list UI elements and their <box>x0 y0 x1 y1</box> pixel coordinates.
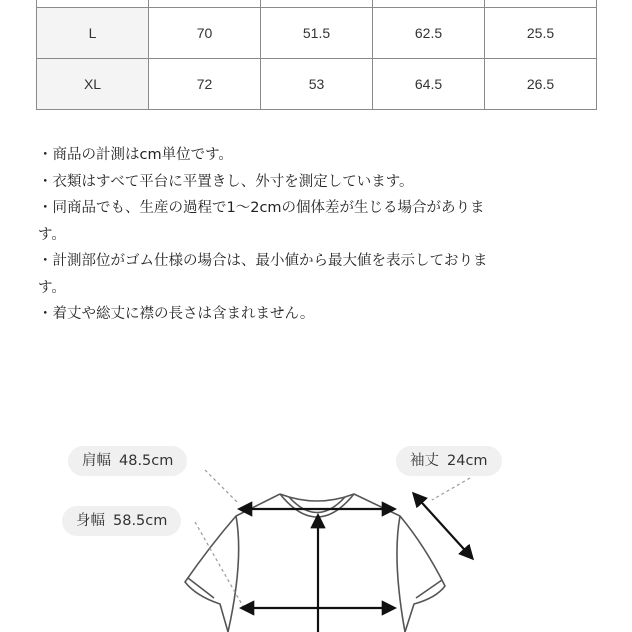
note-line: ・衣類はすべて平台に平置きし、外寸を測定しています。 <box>38 173 414 190</box>
table-cell: 70 <box>149 8 261 59</box>
table-cell: 64.5 <box>373 59 485 110</box>
table-cell: 53 <box>261 59 373 110</box>
shoulder-width-label <box>68 446 187 476</box>
note-line: す。 <box>38 226 66 243</box>
chest-value: 58.5cm <box>113 513 168 529</box>
sleeve-label-text: 袖丈 <box>410 453 439 469</box>
sleeve-arrow <box>414 494 472 558</box>
tshirt-outline <box>185 494 445 632</box>
table-cell: 62.5 <box>373 8 485 59</box>
shoulder-value: 48.5cm <box>119 453 174 469</box>
chest-width-label <box>62 506 181 536</box>
table-cell: 51.5 <box>261 8 373 59</box>
table-cell: 26.5 <box>485 59 597 110</box>
note-line: ・商品の計測はcm単位です。 <box>38 147 233 163</box>
size-cell: XL <box>37 59 149 110</box>
sleeve-length-label <box>396 446 502 476</box>
table-cell: 25.5 <box>485 8 597 59</box>
sleeve-value: 24cm <box>447 453 488 469</box>
chest-label-text: 身幅 <box>76 513 105 529</box>
shoulder-label-text: 肩幅 <box>82 453 111 469</box>
note-line: ・計測部位がゴム仕様の場合は、最小値から最大値を表示しておりま <box>38 253 488 269</box>
size-cell: L <box>37 8 149 59</box>
note-line: ・着丈や総丈に襟の長さは含まれません。 <box>38 306 315 322</box>
table-cell: 72 <box>149 59 261 110</box>
note-line: す。 <box>38 279 66 296</box>
note-line: ・同商品でも、生産の過程で1〜2cmの個体差が生じる場合がありま <box>38 200 485 216</box>
